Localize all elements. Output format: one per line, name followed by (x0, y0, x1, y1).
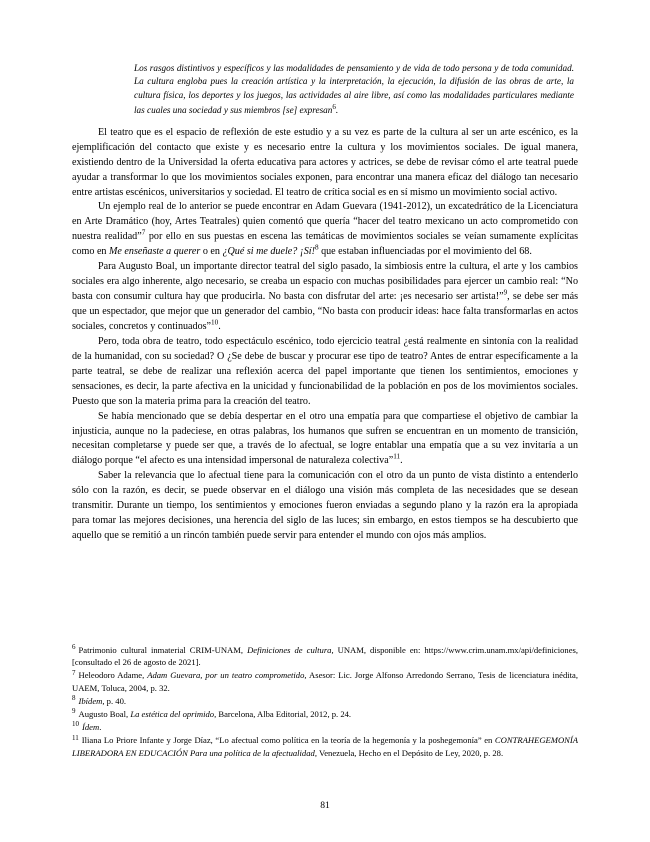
footnote-11: $^{11}$ Iliana Lo Priore Infante y Jorge Díaz, “Lo afectual como política en la teoría de la hegemonía y la poshegemonía” en CONTRAHEGEMONÍA LIBERADORA EN EDUCACIÓN Para una política de la afectualidad, Venezuela, Hecho en el Depósito de Ley, 2020, p. 28. (72, 733, 578, 758)
footnote-7: $^7$ Heleodoro Adame, Adam Guevara, por un teatro comprometido, Asesor: Lic. Jorge Alfonso Arredondo Serrano, Tesis de licenciatura inédita, UAEM, Toluca, 2004, p. 32. (72, 668, 578, 693)
paragraph-5: Se había mencionado que se debía despertar en el otro una empatía para que compartiese el objetivo de cambiar la injusticia, aunque no la padeciese, en otras palabras, los humanos que sufren se encuentran en un momento de transición, necesitan completarse y puede ser que, a través de lo afectual, se logre entablar una empatía que a su vez invitaría a un diálogo porque “el afecto es una intensidad impersonal de naturaleza colectiva”$^{11}$. (72, 410, 578, 467)
footnote-8: $^8$ Ibídem, p. 40. (72, 693, 127, 706)
footnote-9: $^9$ Augusto Boal, La estética del oprimido, Barcelona, Alba Editorial, 2012, p. 24. (72, 707, 352, 720)
paragraph-1: El teatro que es el espacio de reflexión de este estudio y a su vez es parte de la cultura al ser un arte escénico, es la ejemplificación del contacto que existe y es necesario entre la cultura y los movimientos sociales. De igual manera, existiendo dentro de la Universidad la oferta educativa para actores y actrices, se debe de revisar cómo el arte teatral puede ayudar a transformar lo que los movimientos sociales exponen, para encontrar una manera eficaz del diálogo tan necesario entre artistas escénicos, universitarios y sociedad. El teatro de crítica social es en sí mismo un movimiento social activo. (72, 126, 578, 198)
footnote-6: $^6$ Patrimonio cultural inmaterial CRIM-UNAM, Definiciones de cultura, UNAM, disponible en: https://www.crim.unam.mx/api/definiciones, [consultado el 26 de agosto de 2021]. (72, 643, 578, 668)
block-quote-text: Los rasgos distintivos y específicos y las modalidades de pensamiento y de vida de todo persona y de toda comunidad. La cultura engloba pues la creación artística y la interpretación, la ejecución, la difusión de las obras de arte, la cultura física, los deportes y los juegos, las actividades al aire libre, así como las modalidades particulares mediante las cuales una sociedad y sus miembros [se] expresan (134, 63, 574, 116)
footnote-10: $^{10}$ Ídem. (72, 720, 102, 733)
block-quote-footnote-ref: 6 (332, 103, 336, 112)
paragraph-3: Para Augusto Boal, un importante director teatral del siglo pasado, la simbiosis entre la cultura, el arte y los cambios sociales era algo inherente, algo necesario, se creaba un espacio con muchas posibilidades para ejercer un cambio real: “No basta con consumir cultura hay que producirla. No basta con disfrutar del arte: ¡es necesario ser artista!”$^9$, se debe ser más que un espectador, que mejor que un generador del cambio, “No basta con producir ideas: hace falta transformarlas en actos sociales, concretos y continuados”$^{10}$. (72, 261, 579, 332)
paragraph-4: Pero, toda obra de teatro, todo espectáculo escénico, todo ejercicio teatral ¿está realmente en sintonía con la realidad de la humanidad, con su sociedad? O ¿Se debe de buscar y procurar ese tipo de teatro? Antes de entrar específicamente a la parte teatral, se debe de realizar una reflexión acerca del papel importante que tienen los sentimientos, emociones y sensaciones, es decir, la parte afectiva en la unicidad y funcionabilidad de la población en pos de los movimientos sociales. Puesto que son la materia prima para la creación del teatro. (72, 335, 578, 407)
page-number: 81 (320, 800, 330, 811)
paragraph-2: Un ejemplo real de lo anterior se puede encontrar en Adam Guevara (1941-2012), un excatedrático de la Licenciatura en Arte Dramático (hoy, Artes Teatrales) quien comentó que quería “hacer del teatro mexicano un acto comprometido con nuestra realidad”$^7$ por ello en sus puestas en escena las temáticas de movimientos sociales se veían sumamente explícitas como en Me enseñaste a querer o en ¿Qué si me duele? ¡Sí!$^8$ que estaban influenciadas por el movimiento del 68. (72, 201, 578, 258)
body-paragraphs (72, 126, 578, 544)
block-quote: Los rasgos distintivos y específicos y las modalidades de pensamiento y de vida de todo persona y de toda comunidad. La cultura engloba pues la creación artística y la interpretación, la ejecución, la difusión de las obras de arte, la cultura física, los deportes y los juegos, las actividades al aire libre, así como las modalidades particulares mediante las cuales una sociedad y sus miembros [se] expresan$^6$. (134, 63, 574, 116)
footnotes-section (72, 640, 578, 760)
paragraph-6: Saber la relevancia que lo afectual tiene para la comunicación con el otro da un punto de vista distinto a entenderlo sólo con la razón, es decir, se puede observar en el diálogo una visión más completa de las necesidades que se desean transmitir. Durante un tiempo, los sentimientos y emociones fueron enviadas a segundo plano y la razón era la apropiada para tomar las mejores decisiones, una herencia del siglo de las luces; sin embargo, en estos tiempos se ha descubierto que aquello que se remitió a un rincón también puede servir para entender el mundo con ojos más amplios. (72, 470, 578, 542)
